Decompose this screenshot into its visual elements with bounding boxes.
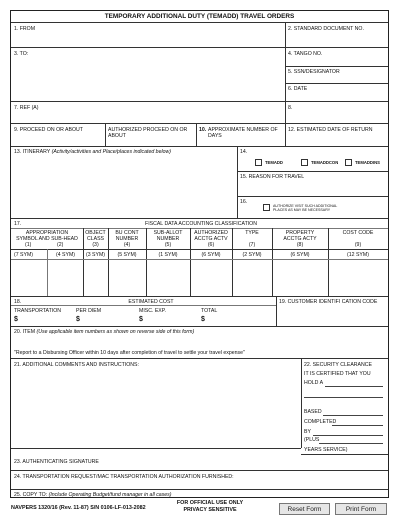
proceed-on-or-about-label: 9. PROCEED ON OR ABOUT: [14, 127, 83, 133]
transportation-label: TRANSPORTATION: [14, 308, 61, 314]
date-field[interactable]: [286, 84, 388, 101]
property-acctg-line2: ACCTG ACTY: [283, 236, 317, 242]
estimated-return-label: 12. ESTIMATED DATE OF RETURN: [288, 127, 373, 133]
cost-code-header: [328, 230, 388, 248]
cost-code-num: (9): [354, 242, 362, 248]
field-18-label: 18.: [14, 299, 22, 305]
sym-6: (6 SYM): [201, 252, 221, 258]
copy-to-label-text: 25. COPY TO:: [14, 492, 48, 498]
disbursing-officer-note: "Report to a Disbursing Officer within 10 days after completion of travel to settle your travel expense": [14, 350, 245, 356]
appropriation-header: [11, 230, 83, 242]
authorized-proceed-label-2: ABOUT: [108, 133, 126, 139]
travel-orders-form: [10, 10, 389, 498]
temaddins-label: TEMADDINS: [355, 160, 380, 165]
misc-exp-cost-field[interactable]: [145, 315, 199, 325]
field-16-label: 16.: [240, 199, 248, 205]
copy-to-note: (Include Operating Budget/fund manager in all cases): [48, 492, 172, 498]
type-header: [232, 230, 272, 248]
completed-label: COMPLETED: [304, 419, 337, 425]
reset-form-button[interactable]: Reset Form: [279, 503, 330, 515]
additional-comments-field[interactable]: [11, 369, 301, 447]
item-label-text: 20. ITEM: [14, 329, 36, 335]
additional-places-note: AUTHORIZE VISIT SUCH ADDITIONAL: [273, 204, 338, 208]
temaddins-checkbox[interactable]: [345, 159, 352, 166]
misc-exp-dollar: $: [139, 316, 143, 323]
approx-days-label: APPROXIMATE NUMBER OF: [208, 127, 278, 133]
security-clearance-label: 22. SECURITY CLEARANCE: [304, 362, 372, 368]
per-diem-label: PER DIEM: [76, 308, 102, 314]
sym-9: (12 SYM): [347, 252, 369, 258]
property-acctg-header: [272, 230, 328, 248]
field-8-label: 8.: [288, 105, 293, 111]
print-form-button[interactable]: Print Form: [335, 503, 387, 515]
temadd-label: TEMADD: [265, 160, 283, 165]
itinerary-note: (Activity/activities and Place/places indicated below): [51, 149, 171, 155]
itinerary-label-text: 13. ITINERARY: [14, 149, 51, 155]
additional-places-checkbox[interactable]: [263, 204, 270, 211]
sub-allot-line2: NUMBER: [156, 236, 180, 242]
to-label: 3. TO:: [14, 51, 29, 57]
transportation-request-label: 24. TRANSPORTATION REQUEST/MAC TRANSPORTATION AUTHORIZATION FURNISHED:: [14, 474, 234, 480]
fiscal-data-entry-row[interactable]: [11, 260, 388, 296]
field-14-label: 14.: [240, 149, 248, 155]
per-diem-cost-field[interactable]: [82, 315, 136, 325]
bu-cont-line2: NUMBER: [115, 236, 139, 242]
total-dollar: $: [201, 316, 205, 323]
field-10-number: 10.: [199, 127, 207, 133]
ssn-designator-label: 5. SSN/DESIGNATOR: [288, 69, 340, 75]
property-acctg-num: (8): [296, 242, 304, 248]
plus-line[interactable]: [319, 443, 383, 444]
standard-document-no-label: 2. STANDARD DOCUMENT NO.: [288, 26, 364, 32]
authenticating-signature-field[interactable]: [11, 455, 388, 470]
tango-no-label: 4. TANGO NO.: [288, 51, 323, 57]
fiscal-data-title: FISCAL DATA ACCOUNTING CLASSIFICATION: [145, 221, 257, 227]
per-diem-dollar: $: [76, 316, 80, 323]
privacy-sensitive-label: PRIVACY SENSITIVE: [183, 507, 237, 513]
item-note: (Use applicable item numbers as shown on reverse side of this form): [36, 329, 195, 335]
proceed-date-field[interactable]: [11, 124, 105, 146]
appropriation-num-1: (1): [25, 242, 32, 248]
from-label: 1. FROM: [14, 26, 36, 32]
authorized-actv-line1: AUTHORIZED: [194, 230, 228, 236]
type-num: (7): [248, 242, 256, 248]
object-class-line1: OBJECT: [85, 230, 106, 236]
temadd-checkbox[interactable]: [255, 159, 262, 166]
sub-allot-line1: SUB-ALLOT: [153, 230, 183, 236]
temaddcon-checkbox[interactable]: [301, 159, 308, 166]
years-service-label: YEARS SERVICE): [304, 447, 348, 453]
estimated-cost-label: ESTIMATED COST: [128, 299, 174, 305]
sub-allot-num: (5): [164, 242, 172, 248]
reason-for-travel-field[interactable]: [238, 181, 388, 195]
customer-id-code-label: 19. CUSTOMER IDENTIFI CATION CODE: [279, 299, 378, 305]
authenticating-signature-label: 23. AUTHENTICATING SIGNATURE: [14, 459, 99, 465]
item-label: [14, 329, 194, 335]
field-17-label: 17.: [14, 221, 22, 227]
ssn-designator-field[interactable]: [286, 67, 388, 84]
bu-cont-line1: BU CONT: [115, 230, 139, 236]
total-cost-field[interactable]: [207, 315, 273, 325]
additional-places-note-2: PLACES AS MAY BE NECESSARY: [273, 208, 331, 212]
sym-8: (6 SYM): [290, 252, 310, 258]
appropriation-header-line1: APPROPRIATION: [25, 230, 69, 236]
tango-no-field[interactable]: [286, 48, 388, 66]
plus-label: (PLUS: [304, 437, 320, 443]
object-class-num: (3): [92, 242, 99, 248]
form-identifier: NAVPERS 1320/16 (Rev. 11-87) S/N 0106-LF-013-2082: [11, 505, 146, 511]
hold-a-line[interactable]: [325, 386, 383, 387]
authorized-actv-header: [190, 230, 232, 248]
type-line1: TYPE: [245, 230, 259, 236]
completed-line[interactable]: [332, 425, 383, 426]
sym-5: (1 SYM): [158, 252, 178, 258]
additional-comments-label: 21. ADDITIONAL COMMENTS AND INSTRUCTIONS:: [14, 362, 139, 368]
sym-1: (7 SYM): [14, 252, 34, 258]
reason-for-travel-label: 15. REASON FOR TRAVEL: [240, 174, 305, 180]
bu-cont-header: [108, 230, 146, 248]
based-label: BASED: [304, 409, 322, 415]
sym-3: (3 SYM): [85, 252, 106, 258]
from-field[interactable]: [11, 23, 285, 101]
object-class-line2: CLASS: [86, 236, 104, 242]
sym-2: (4 SYM): [56, 252, 76, 258]
appropriation-header-line2: SYMBOL AND SUB-HEAD: [16, 236, 78, 242]
bu-cont-num: (4): [123, 242, 131, 248]
transportation-cost-field[interactable]: [20, 315, 74, 325]
appropriation-num-2: (2): [57, 242, 64, 248]
misc-exp-label: MISC. EXP.: [139, 308, 167, 314]
sub-allot-header: [146, 230, 190, 248]
based-line[interactable]: [323, 415, 383, 416]
form-title: TEMPORARY ADDITIONAL DUTY (TEMADD) TRAVEL ORDERS: [104, 13, 295, 20]
total-label: TOTAL: [201, 308, 218, 314]
authorized-actv-line2: ACCTG ACTV: [194, 236, 228, 242]
sym-4: (5 SYM): [117, 252, 137, 258]
certified-text: IT IS CERTIFIED THAT YOU: [304, 371, 371, 377]
customer-id-code-field[interactable]: [277, 306, 388, 325]
ref-a-field[interactable]: [11, 102, 285, 123]
authorized-proceed-label: AUTHORIZED PROCEED ON OR: [108, 127, 188, 133]
object-class-header: [83, 230, 108, 248]
clearance-extra-line[interactable]: [304, 397, 383, 398]
itinerary-field[interactable]: [11, 157, 237, 217]
approx-days-label-2: DAYS: [208, 133, 222, 139]
hold-a-label: HOLD A: [304, 380, 324, 386]
itinerary-label: [14, 149, 171, 155]
transportation-request-field[interactable]: [11, 471, 388, 489]
date-label: 6. DATE: [288, 86, 308, 92]
by-line[interactable]: [313, 435, 383, 436]
fouo-label: FOR OFFICIAL USE ONLY: [176, 500, 244, 506]
temaddcon-label: TEMADDCON: [311, 160, 339, 165]
sym-7: (2 SYM): [242, 252, 262, 258]
standard-document-no-field[interactable]: [286, 23, 388, 47]
cost-code-line1: COST CODE: [342, 230, 374, 236]
by-label: BY: [304, 429, 311, 435]
copy-to-label: [14, 492, 171, 498]
ref-a-label: 7. REF (A): [14, 105, 39, 111]
property-acctg-line1: PROPERTY: [285, 230, 315, 236]
authorized-actv-num: (6): [207, 242, 215, 248]
transportation-dollar: $: [14, 316, 18, 323]
